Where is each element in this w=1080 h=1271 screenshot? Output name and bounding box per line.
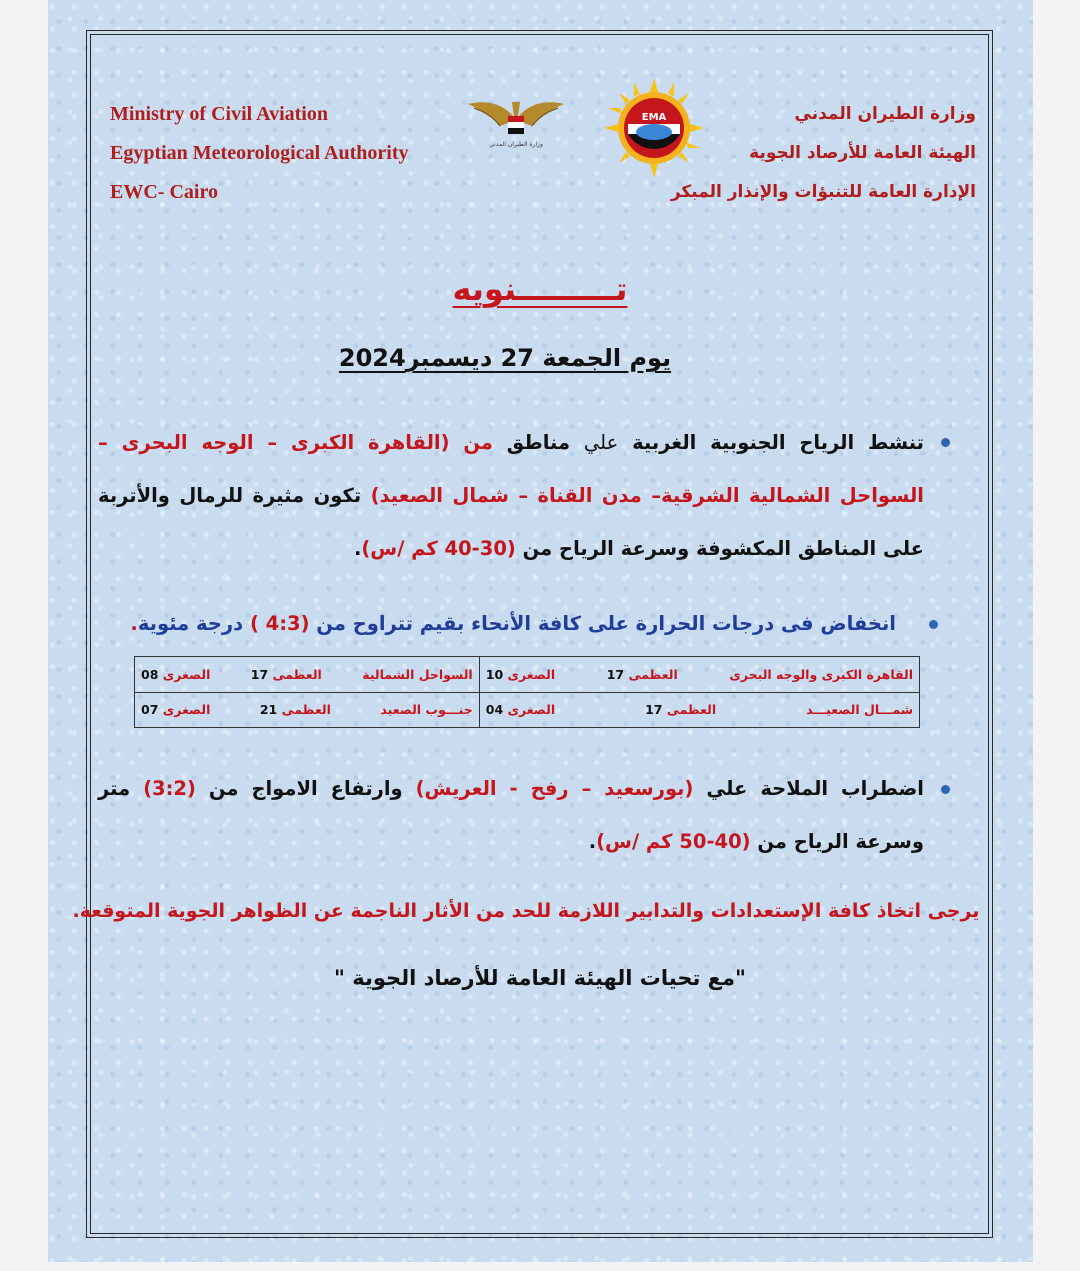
p1-end: .	[353, 537, 362, 560]
p1-wind-speed: (30-40 كم /س)	[361, 537, 516, 560]
max-value: 17	[606, 666, 625, 682]
p3-waves: (3:2)	[143, 777, 196, 800]
header-ewc-en: EWC- Cairo	[110, 181, 218, 203]
region-name: شمـــال الصعيـــد	[806, 702, 913, 718]
p1-part-c: مناطق	[492, 431, 584, 454]
max-label: العظمى	[628, 666, 678, 682]
p1-part-a: تنشط الرياح الجنوبية الغربية	[618, 431, 924, 454]
notice-title	[0, 270, 1080, 308]
p1-regions: من (القاهرة الكبرى – الوجه البحرى – السواحل الشمالية الشرقية– مدن القناة – شمال الصعيد)	[98, 431, 924, 507]
max-label: العظمى	[666, 702, 717, 718]
logo-sun-caption: EMA	[641, 112, 667, 123]
table-cell	[135, 692, 480, 728]
min-value: 04	[485, 702, 504, 718]
notice-date	[0, 344, 1010, 372]
p3-end: .	[588, 830, 597, 853]
paragraph-temperature	[100, 597, 896, 650]
table-cell	[135, 657, 480, 693]
header-ministry-ar: وزارة الطيران المدني	[794, 104, 976, 124]
p2-unit: درجة مئوية	[137, 612, 250, 635]
p3-part-c: وارتفاع الامواج من	[195, 777, 416, 800]
header-ministry-en: Ministry of Civil Aviation	[110, 103, 328, 125]
max-label: العظمى	[281, 702, 331, 718]
region-name: القاهرة الكبرى والوجه البحرى	[729, 666, 913, 682]
min-label: الصغرى	[162, 666, 211, 682]
min-temp	[486, 702, 555, 717]
max-label: العظمى	[272, 666, 322, 682]
p2-end: .	[130, 612, 138, 635]
temperature-table	[134, 656, 920, 728]
table-row	[135, 692, 920, 728]
min-value: 08	[141, 666, 159, 682]
logo-wings-caption: وزارة الطيران المدني	[489, 141, 543, 148]
p3-part-a: اضطراب الملاحة علي	[693, 777, 924, 800]
min-temp	[141, 667, 210, 682]
p2-range: (4:3 )	[249, 612, 310, 635]
max-temp	[251, 667, 322, 682]
max-value: 17	[645, 702, 663, 718]
min-label: الصغرى	[162, 702, 211, 718]
min-temp	[141, 702, 210, 717]
p1-part-e: تكون مثيرة للرمال والأتربة على المناطق المكشوفة وسرعة الرياح من	[98, 484, 924, 560]
p3-part-e: متر وسرعة الرياح من	[98, 777, 924, 853]
min-value: 07	[141, 702, 159, 718]
header-department-ar: الإدارة العامة للتنبؤات والإنذار المبكر	[670, 182, 976, 202]
max-value: 21	[259, 702, 278, 718]
max-value: 17	[250, 666, 269, 682]
p2-part-a: انخفاض فى درجات الحرارة على كافة الأنحاء بقيم تتراوح من	[309, 612, 896, 635]
precaution-notice: يرجى اتخاذ كافة الإستعدادات والتدابير اللازمة للحد من الأثار الناجمة عن الظواهر الجوية المتوقعة.	[72, 900, 980, 922]
min-label: الصغرى	[507, 666, 556, 682]
max-temp	[260, 702, 331, 717]
notice-title-text: تـــــــــنويه	[452, 270, 628, 308]
min-value: 10	[485, 666, 504, 682]
closing-greeting: "مع تحيات الهيئة العامة للأرصاد الجوية "	[334, 966, 746, 990]
table-cell	[479, 657, 919, 693]
civil-aviation-logo	[466, 92, 566, 162]
max-temp	[645, 702, 716, 717]
header-authority-en: Egyptian Meteorological Authority	[110, 142, 409, 164]
bullet-dot-1	[941, 438, 950, 447]
p3-wind-speed: (40-50 كم /س)	[596, 830, 751, 853]
min-label: الصغرى	[507, 702, 556, 718]
p1-part-b: علي	[583, 431, 619, 454]
ema-sun-logo	[604, 78, 704, 178]
bullet-dot-2	[929, 620, 938, 629]
max-temp	[607, 667, 678, 682]
table-row	[135, 657, 920, 693]
notice-date-text: يوم الجمعة 27 ديسمبر2024	[338, 344, 672, 372]
min-temp	[486, 667, 555, 682]
table-cell	[479, 692, 919, 728]
header-authority-ar: الهيئة العامة للأرصاد الجوية	[749, 143, 976, 163]
paragraph-winds	[98, 416, 924, 575]
region-name: جنـــوب الصعيد	[380, 702, 473, 718]
region-name: السواحل الشمالية	[362, 666, 473, 682]
bullet-dot-3	[941, 785, 950, 794]
p3-ports: (بورسعيد – رفح - العريش)	[415, 777, 694, 800]
paragraph-navigation	[98, 762, 924, 868]
